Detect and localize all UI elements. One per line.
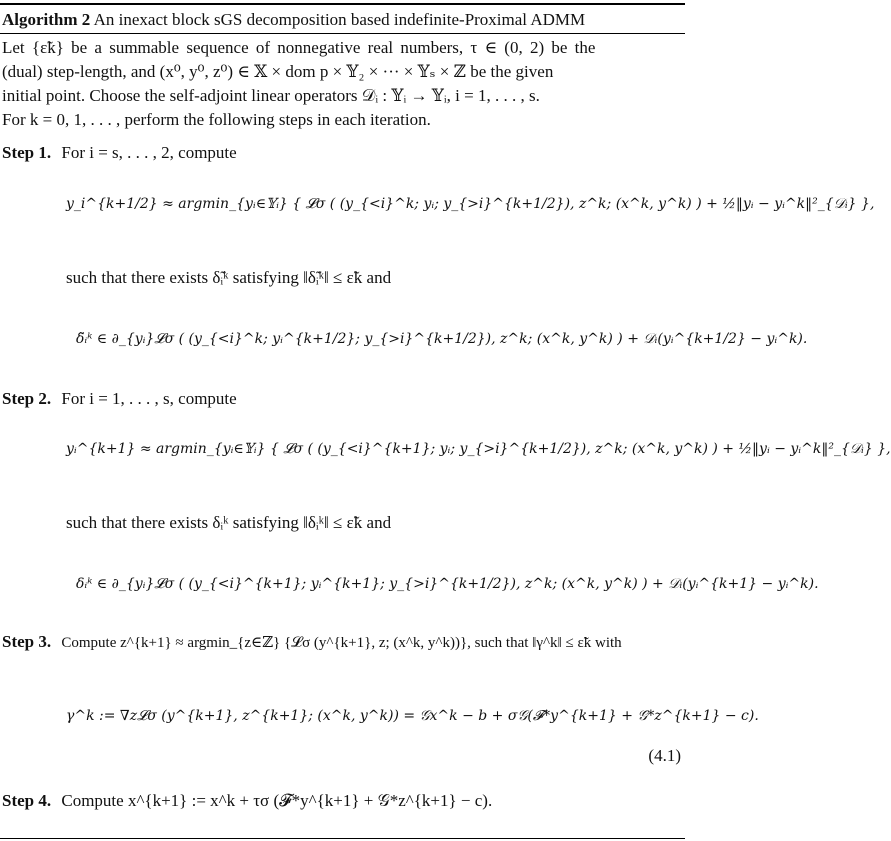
step1-label: Step 1.	[2, 143, 52, 162]
step2-equation-1: yᵢ^{k+1} ≈ argmin_{yᵢ∈𝕐ᵢ} { 𝓛σ ( (y_{<i}^{k+1}; yᵢ; y_{>i}^{k+1/2}), z^k; (x^k, y^k) ) + ½‖yᵢ − yᵢ^k‖²_{𝒟ᵢ} },	[66, 441, 891, 457]
step2-condition: such that there exists δᵢᵏ satisfying ‖δᵢᵏ‖ ≤ ε̃k and	[66, 513, 392, 532]
algorithm-label: Algorithm 2	[2, 10, 91, 29]
algorithm-title-text: An inexact block sGS decomposition based indefinite-Proximal ADMM	[93, 10, 586, 29]
step2-label: Step 2.	[2, 389, 52, 408]
intro-line-4: For k = 0, 1, . . . , perform the following steps in each iteration.	[2, 110, 431, 129]
step3-heading	[2, 632, 622, 652]
algorithm-title	[2, 10, 585, 30]
intro-line-2: (dual) step-length, and (x⁰, y⁰, z⁰) ∈ 𝕏 × dom p × 𝕐₂ × ··· × 𝕐ₛ × ℤ be the given	[2, 62, 554, 81]
equation-number: (4.1)	[648, 746, 681, 765]
step2-text: For i = 1, . . . , s, compute	[61, 389, 237, 408]
step3-equation: γ^k := ∇z𝓛σ (y^{k+1}, z^{k+1}; (x^k, y^k)) = 𝒢x^k − b + σ𝒢(𝓕*y^{k+1} + 𝒢*z^{k+1} − c).	[66, 708, 759, 724]
step1-heading	[2, 143, 237, 163]
intro-line-3: initial point. Choose the self-adjoint linear operators 𝒟ᵢ : 𝕐ᵢ → 𝕐ᵢ, i = 1, . . . , s.	[2, 86, 540, 105]
bottom-rule	[0, 838, 685, 839]
step3-label: Step 3.	[2, 632, 52, 651]
step4-label: Step 4.	[2, 791, 52, 810]
step2-equation-2: δᵢᵏ ∈ ∂_{yᵢ}𝓛σ ( (y_{<i}^{k+1}; yᵢ^{k+1}; y_{>i}^{k+1/2}), z^k; (x^k, y^k) ) + 𝒟ᵢ(yᵢ^{k+1} − yᵢ^k).	[76, 576, 819, 592]
top-rule	[0, 3, 685, 5]
step1-text: For i = s, . . . , 2, compute	[61, 143, 237, 162]
step2-heading	[2, 389, 237, 409]
step4-text: Compute x^{k+1} := x^k + τσ (𝓕*y^{k+1} + 𝒢*z^{k+1} − c).	[61, 791, 493, 810]
intro-line-1: Let {ε̃k} be a summable sequence of nonnegative real numbers, τ ∈ (0, 2) be the	[2, 38, 596, 57]
step1-equation-1: y_i^{k+1/2} ≈ argmin_{yᵢ∈𝕐ᵢ} { 𝓛σ ( (y_{<i}^k; yᵢ; y_{>i}^{k+1/2}), z^k; (x^k, y^k) ) + ½‖yᵢ − yᵢ^k‖²_{𝒟ᵢ} },	[66, 196, 875, 212]
step1-equation-2: δ̃ᵢᵏ ∈ ∂_{yᵢ}𝓛σ ( (y_{<i}^k; yᵢ^{k+1/2}; y_{>i}^{k+1/2}), z^k; (x^k, y^k) ) + 𝒟ᵢ(yᵢ^{k+1/2} − yᵢ^k).	[76, 331, 808, 347]
step1-condition: such that there exists δ̃ᵢᵏ satisfying ‖δ̃ᵢᵏ‖ ≤ ε̃k and	[66, 268, 392, 287]
step3-text: Compute z^{k+1} ≈ argmin_{z∈ℤ} {𝓛σ (y^{k+1}, z; (x^k, y^k))}, such that ‖γ^k‖ ≤ ε̃k with	[61, 635, 622, 651]
step4-heading	[2, 791, 492, 811]
title-rule	[0, 33, 685, 34]
